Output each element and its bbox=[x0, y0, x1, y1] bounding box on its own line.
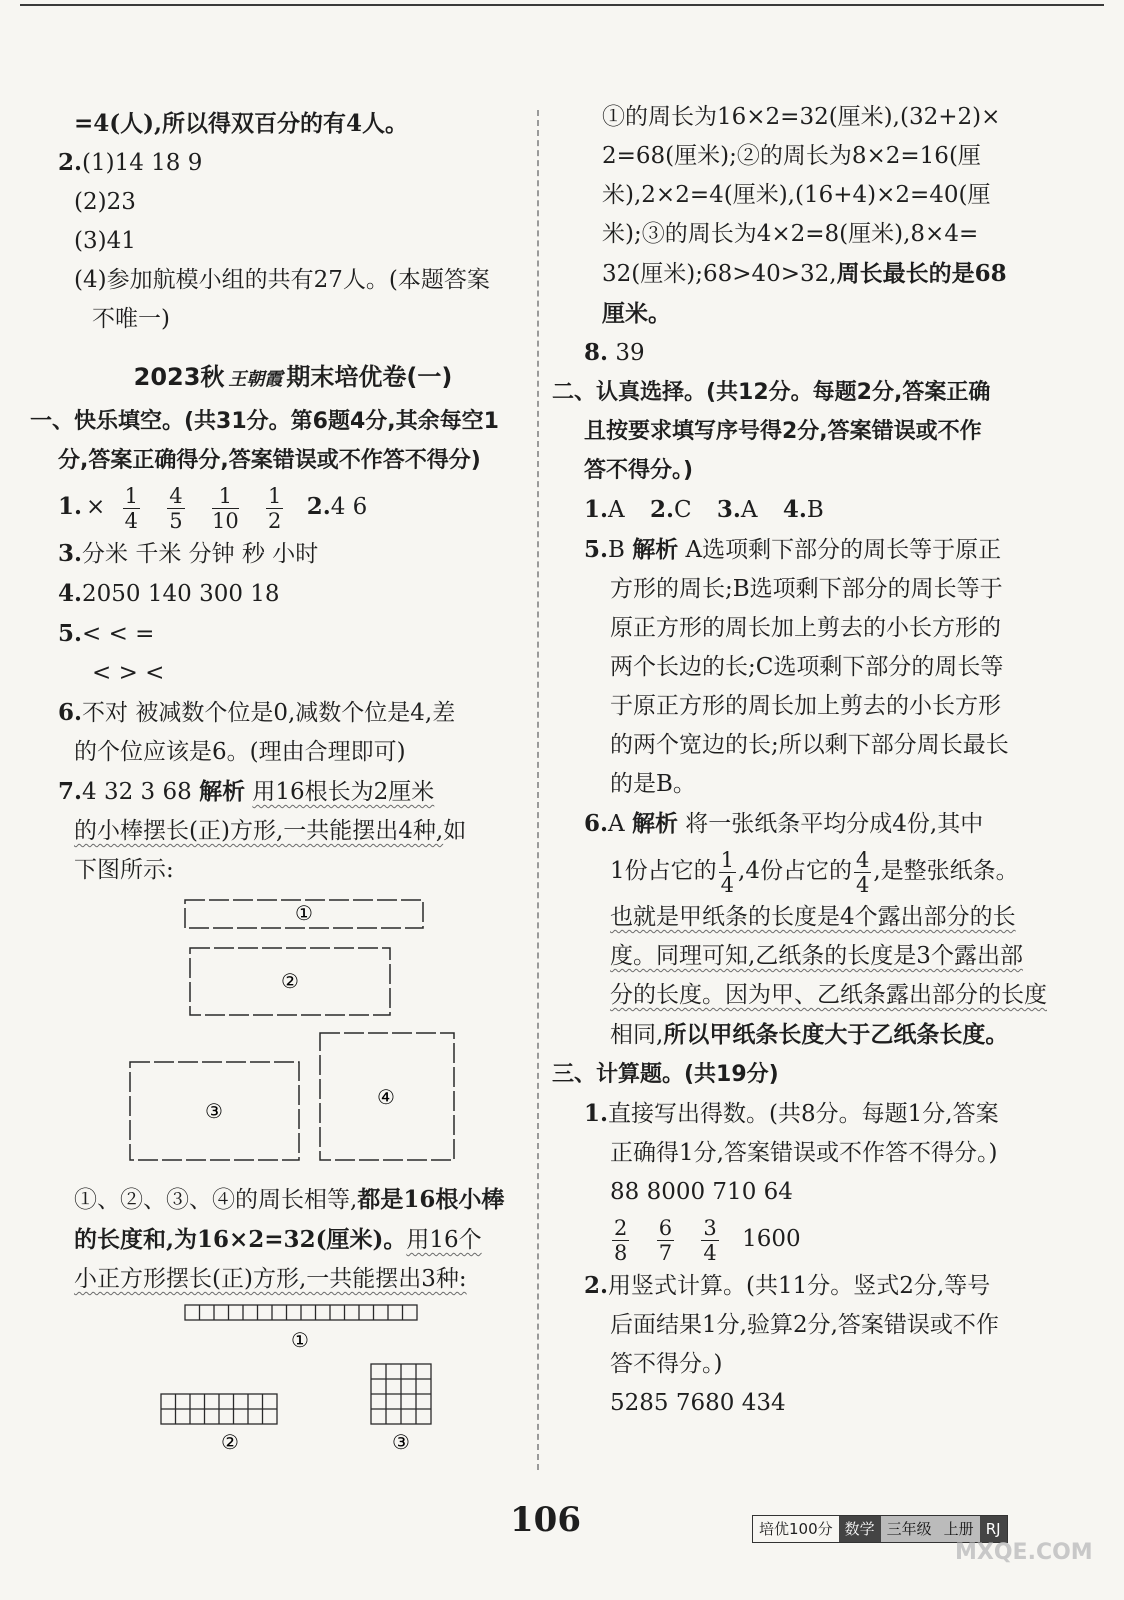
fig-label: ① bbox=[295, 901, 313, 925]
right-column: ①的周长为16×2=32(厘米),(32+2)× 2=68(厘米);②的周长为8×2=16(厘 米),2×2=4(厘米),(16+4)×2=40(厘 米);③的周长为4×2=8(厘米),8×4= 32(厘米);68>40>32,周长最长的是68 厘米。 8. 39 二、认真选择。(共12分。每题2分,答案正确 且按要求填写序号得2分,答案错误或不作 答不得分。) 1.A 2.C 3.A 4.B 5.B 解析 A选项剩下部分的周长等于原正 方形的周长;B选项剩下部分的周长等于 原正方形的周长加上剪去的小长方形的 两个长边的长;C选项剩下部分的周长等 于原正方形的周长加上剪去的小长方形 的两个宽边的长;所以剩下部分周长最长 的是B。 6.A 解析 将一张纸条平均分成4份,其中 1份占它的 $\frac{1}{4}$ ,4份占它的 $\frac{4}{4}$ ,是整张纸条。 也就是甲纸条的长度是4个露出部分的长 度。同理可知,乙纸条的长度是3个露出部 分的长度。因为甲、乙纸条露出部分的长度 相同,所以甲纸条长度大于乙纸条长度。 三、计算题。(共19分) 1.直接写出得数。(共8分。每题1分,答案 正确得1分,答案错误或不作答不得分。) 88 8000 710 64 $\frac{2}{8}$ $\frac{6}{7}$ $\frac{3}{4}$ 1600 2.用竖式计算。(共11分。竖式2分,等号 后面结果1分,验算2分,答案错误或不作 答不得分。) 5285 7680 434 bbox=[568, 100, 1068, 1423]
section-heading: 答不得分。) bbox=[584, 458, 694, 483]
line: =4(人),所以得双百分的有4人。 bbox=[74, 110, 409, 137]
answer: 的个位应该是6。(理由合理即可) bbox=[74, 739, 406, 765]
fraction: $\frac{2}{8}$ bbox=[614, 1215, 628, 1265]
section-heading: 一、快乐填空。(共31分。第6题4分,其余每空1 bbox=[30, 409, 499, 434]
badge-grade: 三年级 bbox=[881, 1516, 938, 1542]
top-rule bbox=[20, 4, 1104, 6]
badge-volume: 上册 bbox=[938, 1516, 980, 1542]
fraction: $\frac{3}{4}$ bbox=[703, 1215, 717, 1265]
fraction: $\frac{1}{2}$ bbox=[268, 483, 282, 533]
fraction: $\frac{1}{4}$ bbox=[720, 847, 735, 897]
badge-series: 培优100分 bbox=[759, 1520, 833, 1538]
fig-label: ③ bbox=[392, 1430, 410, 1454]
answer: (2)23 bbox=[74, 189, 136, 215]
grid-figure bbox=[58, 1299, 528, 1469]
fig-label: ② bbox=[221, 1430, 239, 1454]
analysis-label: 解析 bbox=[632, 537, 679, 563]
answer: < > < bbox=[92, 660, 165, 686]
page-number: 106 bbox=[510, 1500, 581, 1540]
brand-logo: 王朝霞 bbox=[228, 369, 283, 390]
section-heading: 且按要求填写序号得2分,答案错误或不作 bbox=[584, 419, 982, 444]
answer: < < = bbox=[82, 621, 155, 647]
left-column: =4(人),所以得双百分的有4人。 2.(1)14 18 9 (2)23 (3)41 (4)参加航模小组的共有27人。(本题答案 不唯一) 2023秋 王朝霞 期末培优卷(一) 一、快乐填空。(共31分。第6题4分,其余每空1 分,答案正确得分,答案错误或不作答不得分) 1. × $\frac{1}{4}$ $\frac{4}{5}$ $\frac{1}{10}$ $\frac{1}{2}$ 2.4 6 3.分米 千米 分钟 秒 小时 4.2050 140 300 18 5.< < = < > < 6.不对 被减数个位是0,减数个位是4,差 的个位应该是6。(理由合理即可) 7.4 32 3 68 解析 用16根长为2厘米 的小棒摆长(正)方形,一共能摆出4种,如 下图所示: ① ② ③ ④ ①、②、③、④的周长相等,都是16根小棒 的长度和,为16×2=32(厘米)。用16个 小正方形摆长(正)方形,一共能摆出3种: ① ② ③ bbox=[58, 100, 528, 1469]
column-divider bbox=[537, 110, 539, 1470]
analysis-label: 解析 bbox=[199, 779, 246, 805]
section-heading: 分,答案正确得分,答案错误或不作答不得分) bbox=[58, 448, 481, 473]
answer: 不唯一) bbox=[92, 306, 170, 332]
badge-subject: 数学 bbox=[839, 1516, 881, 1542]
fig-label: ④ bbox=[377, 1085, 395, 1109]
answer: (3)41 bbox=[74, 228, 136, 254]
answer: 2050 140 300 18 bbox=[82, 581, 280, 607]
fig-label: ① bbox=[291, 1328, 309, 1352]
fraction: $\frac{4}{5}$ bbox=[169, 483, 183, 533]
answer: (1)14 18 9 bbox=[82, 150, 203, 176]
fraction: $\frac{1}{4}$ bbox=[124, 483, 138, 533]
answer: 分米 千米 分钟 秒 小时 bbox=[82, 541, 319, 567]
analysis-label: 解析 bbox=[631, 811, 678, 837]
book-badge bbox=[752, 1515, 1008, 1543]
section-heading: 三、计算题。(共19分) bbox=[552, 1062, 779, 1087]
watermark: MXQE.COM bbox=[955, 1540, 1093, 1565]
badge-edition: RJ bbox=[980, 1516, 1007, 1542]
fig-label: ② bbox=[281, 969, 299, 993]
choice-row: 1.A 2.C 3.A 4.B bbox=[584, 496, 824, 523]
fraction: $\frac{6}{7}$ bbox=[658, 1215, 673, 1265]
answer: 不对 被减数个位是0,减数个位是4,差 bbox=[82, 700, 456, 726]
answer: (4)参加航模小组的共有27人。(本题答案 bbox=[74, 267, 490, 293]
fig-label: ③ bbox=[205, 1099, 223, 1123]
fraction: $\frac{1}{10}$ bbox=[211, 483, 239, 533]
answer-row: 1. × $\frac{1}{4}$ $\frac{4}{5}$ $\frac{1}{10}$ $\frac{1}{2}$ 2.4 6 bbox=[58, 483, 368, 533]
section-heading: 二、认真选择。(共12分。每题2分,答案正确 bbox=[552, 380, 991, 405]
fraction: $\frac{4}{4}$ bbox=[855, 847, 870, 897]
rectangle-figure bbox=[58, 890, 528, 1180]
q-num: 2. bbox=[58, 149, 83, 176]
exam-title: 2023秋 王朝霞 期末培优卷(一) bbox=[133, 363, 453, 391]
